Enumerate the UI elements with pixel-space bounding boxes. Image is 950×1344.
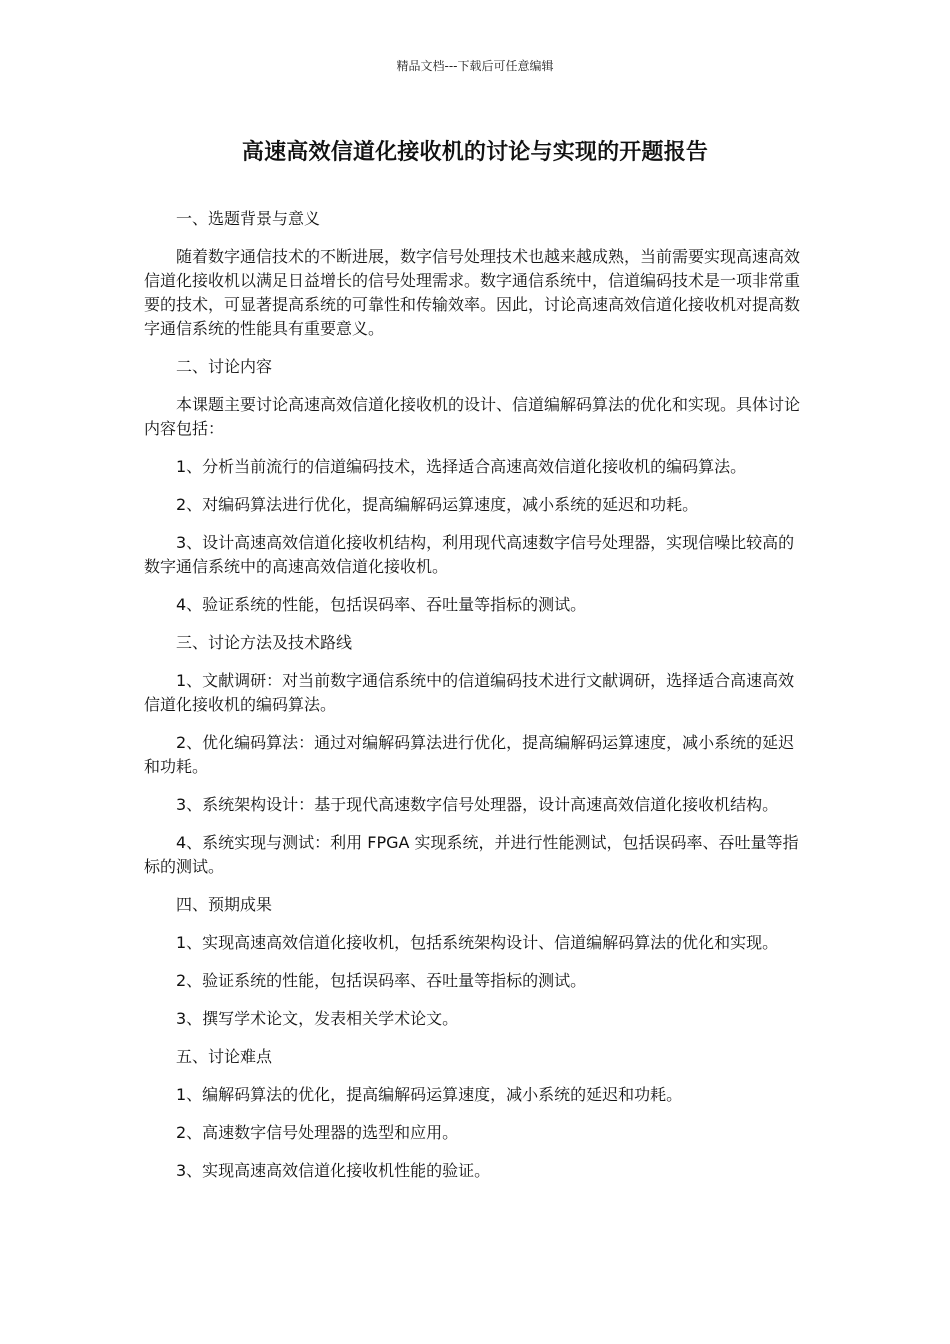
list-item: 2、对编码算法进行优化，提高编解码运算速度，减小系统的延迟和功耗。 <box>176 495 699 514</box>
list-item: 4、验证系统的性能，包括误码率、吞吐量等指标的测试。 <box>176 595 587 614</box>
list-item: 3、设计高速高效信道化接收机结构，利用现代高速数字信号处理器，实现信噪比较高的数字通信系统中的高速高效信道化接收机。 <box>144 533 795 576</box>
document-body <box>144 207 808 1197</box>
list-item: 2、高速数字信号处理器的选型和应用。 <box>176 1123 459 1142</box>
section-heading: 二、讨论内容 <box>176 357 273 376</box>
document-title: 高速高效信道化接收机的讨论与实现的开题报告 <box>241 140 709 165</box>
list-item: 1、分析当前流行的信道编码技术，选择适合高速高效信道化接收机的编码算法。 <box>176 457 747 476</box>
section-heading: 五、讨论难点 <box>176 1047 273 1066</box>
list-item: 3、系统架构设计：基于现代高速数字信号处理器，设计高速高效信道化接收机结构。 <box>176 795 779 814</box>
paragraph: 本课题主要讨论高速高效信道化接收机的设计、信道编解码算法的优化和实现。具体讨论内容包括： <box>144 395 801 438</box>
section-heading: 一、选题背景与意义 <box>176 209 321 228</box>
list-item: 1、实现高速高效信道化接收机，包括系统架构设计、信道编解码算法的优化和实现。 <box>176 933 779 952</box>
list-item: 1、文献调研：对当前数字通信系统中的信道编码技术进行文献调研，选择适合高速高效信道化接收机的编码算法。 <box>144 671 795 714</box>
list-item: 2、验证系统的性能，包括误码率、吞吐量等指标的测试。 <box>176 971 587 990</box>
list-item: 3、实现高速高效信道化接收机性能的验证。 <box>176 1161 491 1180</box>
section-heading: 四、预期成果 <box>176 895 273 914</box>
list-item: 4、系统实现与测试：利用 FPGA 实现系统，并进行性能测试，包括误码率、吞吐量等指标的测试。 <box>144 833 799 876</box>
header-note: 精品文档---下载后可任意编辑 <box>396 59 554 73</box>
section-heading: 三、讨论方法及技术路线 <box>176 633 353 652</box>
list-item: 1、编解码算法的优化，提高编解码运算速度，减小系统的延迟和功耗。 <box>176 1085 683 1104</box>
list-item: 2、优化编码算法：通过对编解码算法进行优化，提高编解码运算速度，减小系统的延迟和功耗。 <box>144 733 795 776</box>
list-item: 3、撰写学术论文，发表相关学术论文。 <box>176 1009 459 1028</box>
paragraph: 随着数字通信技术的不断进展，数字信号处理技术也越来越成熟，当前需要实现高速高效信道化接收机以满足日益增长的信号处理需求。数字通信系统中，信道编码技术是一项非常重要的技术，可显著提高系统的可靠性和传输效率。因此，讨论高速高效信道化接收机对提高数字通信系统的性能具有重要意义。 <box>144 247 801 338</box>
